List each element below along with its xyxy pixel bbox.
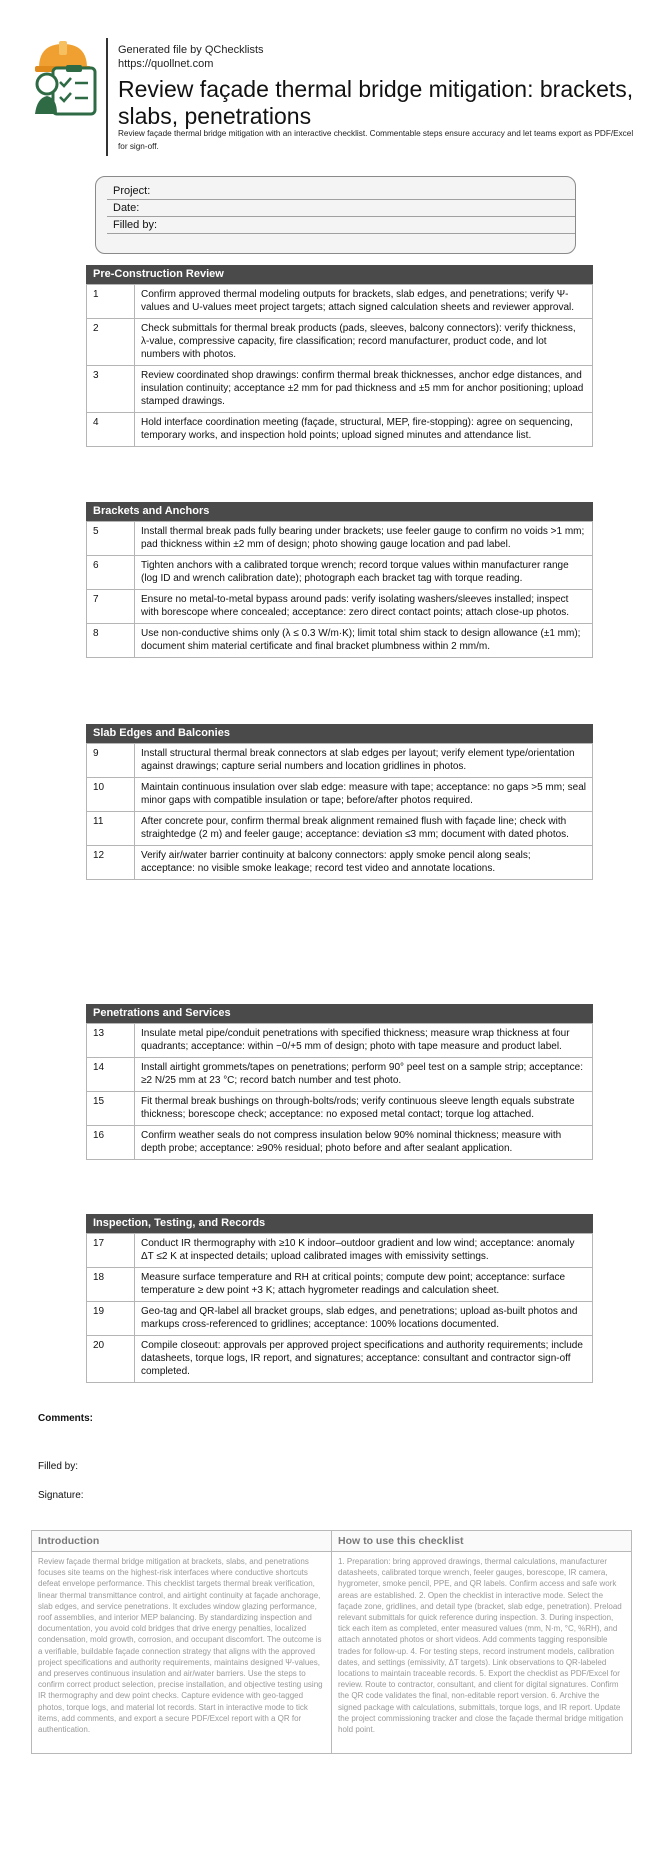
checklist-item[interactable] xyxy=(87,556,593,590)
date-label: Date: xyxy=(113,202,140,214)
section-title: Penetrations and Services xyxy=(86,1004,593,1023)
checklist-table xyxy=(86,521,593,658)
item-text: Compile closeout: approvals per approved project specifications and authority requirements; include datasheets, torque logs, IR report, and signatures; acceptance: consultant and contractor sign-off completed. xyxy=(135,1336,593,1383)
item-text: Review coordinated shop drawings: confirm thermal break thicknesses, anchor edge distances, and insulation continuity; acceptance ±2 mm for pad thickness and ±5 mm for anchor positioning; upload stamped drawings. xyxy=(135,366,593,413)
checklist-item[interactable] xyxy=(87,1268,593,1302)
item-text: Confirm weather seals do not compress insulation below 90% nominal thickness; measure with depth probe; acceptance: ≥90% residual; photo before and after sealant application. xyxy=(135,1126,593,1160)
item-number: 18 xyxy=(87,1268,135,1302)
header-divider xyxy=(106,38,108,156)
section-pre-construction-review xyxy=(86,265,593,447)
checklist-item[interactable] xyxy=(87,1302,593,1336)
checklist-item[interactable] xyxy=(87,1058,593,1092)
item-number: 12 xyxy=(87,846,135,880)
item-text: Insulate metal pipe/conduit penetrations with specified thickness; measure wrap thickness at four quadrants; acceptance: within −0/+5 mm of design; photo with tape measure and product label. xyxy=(135,1024,593,1058)
checklist-item[interactable] xyxy=(87,1092,593,1126)
page-subtitle: Review façade thermal bridge mitigation with an interactive checklist. Commentable steps ensure accuracy and let teams export as PDF/Excel for sign-off. xyxy=(118,129,634,151)
item-text: Install airtight grommets/tapes on penetrations; perform 90° peel test on a sample strip; acceptance: ≥2 N/25 mm at 23 °C; record batch number and test photo. xyxy=(135,1058,593,1092)
item-text: After concrete pour, confirm thermal break alignment remained flush with façade line; check with straightedge (2 m) and feeler gauge; acceptance: deviation ≤3 mm; document with dated photos. xyxy=(135,812,593,846)
checklist-item[interactable] xyxy=(87,285,593,319)
checklist-item[interactable] xyxy=(87,846,593,880)
checklist-item[interactable] xyxy=(87,812,593,846)
item-text: Tighten anchors with a calibrated torque wrench; record torque values within manufacturer range (log ID and wrench calibration date); photograph each bracket tag with torque reading. xyxy=(135,556,593,590)
how-to-panel xyxy=(331,1531,631,1753)
project-label: Project: xyxy=(113,185,151,197)
info-panels xyxy=(31,1530,632,1754)
source-url-link[interactable]: https://quollnet.com xyxy=(118,58,214,70)
item-number: 7 xyxy=(87,590,135,624)
item-number: 16 xyxy=(87,1126,135,1160)
item-text: Install structural thermal break connectors at slab edges per layout; verify element type/orientation against drawings; capture serial numbers and location gridlines in photos. xyxy=(135,744,593,778)
item-number: 3 xyxy=(87,366,135,413)
section-slab-edges-and-balconies xyxy=(86,724,593,880)
checklist-item[interactable] xyxy=(87,590,593,624)
item-text: Measure surface temperature and RH at critical points; compute dew point; acceptance: surface temperature ≥ dew point +3 K; attach hygrometer readings and calculation sheet. xyxy=(135,1268,593,1302)
checklist-item[interactable] xyxy=(87,1024,593,1058)
item-number: 10 xyxy=(87,778,135,812)
date-field[interactable] xyxy=(107,200,575,217)
item-text: Check submittals for thermal break products (pads, sleeves, balcony connectors): verify thickness, λ-value, compressive capacity, fire classification; record manufacturer, product code, and lot numbers with photos. xyxy=(135,319,593,366)
item-text: Use non-conductive shims only (λ ≤ 0.3 W/m·K); limit total shim stack to design allowance (±1 mm); document shim material certificate and final bracket plumbness within 2 mm/m. xyxy=(135,624,593,658)
section-title: Brackets and Anchors xyxy=(86,502,593,521)
item-number: 13 xyxy=(87,1024,135,1058)
generated-by-block xyxy=(118,43,264,71)
checklist-table xyxy=(86,743,593,880)
section-title: Slab Edges and Balconies xyxy=(86,724,593,743)
item-text: Ensure no metal-to-metal bypass around pads: verify isolating washers/sleeves installed; inspect with borescope where concealed; acceptance: zero direct contact points; attach close-up photos. xyxy=(135,590,593,624)
item-text: Geo-tag and QR-label all bracket groups, slab edges, and penetrations; upload as-built photos and markups cross-referenced to gridlines; acceptance: 100% locations documented. xyxy=(135,1302,593,1336)
item-text: Fit thermal break bushings on through-bolts/rods; verify continuous sleeve length equals substrate thickness; borescope check; acceptance: no exposed metal contact; torque log attached. xyxy=(135,1092,593,1126)
filled-by-label: Filled by: xyxy=(113,219,158,231)
section-penetrations-and-services xyxy=(86,1004,593,1160)
generated-by-text: Generated file by QChecklists xyxy=(118,44,264,56)
item-text: Verify air/water barrier continuity at balcony connectors: apply smoke pencil along seals; acceptance: no visible smoke leakage; record test video and annotate locations. xyxy=(135,846,593,880)
introduction-title: Introduction xyxy=(32,1531,331,1552)
item-text: Maintain continuous insulation over slab edge: measure with tape; acceptance: no gaps >5 mm; seal minor gaps with compatible insulation or tape; before/after photos required. xyxy=(135,778,593,812)
item-number: 2 xyxy=(87,319,135,366)
checklist-item[interactable] xyxy=(87,1234,593,1268)
item-text: Hold interface coordination meeting (façade, structural, MEP, fire-stopping): agree on sequencing, temporary works, and inspection hold points; upload signed minutes and attendance list. xyxy=(135,413,593,447)
item-number: 17 xyxy=(87,1234,135,1268)
item-number: 20 xyxy=(87,1336,135,1383)
checklist-item[interactable] xyxy=(87,778,593,812)
checklist-table xyxy=(86,1023,593,1160)
page-title: Review façade thermal bridge mitigation: brackets, slabs, penetrations xyxy=(118,76,634,129)
project-info-box xyxy=(95,176,576,254)
filled-by-field[interactable] xyxy=(107,217,575,234)
checklist-item[interactable] xyxy=(87,522,593,556)
section-title: Inspection, Testing, and Records xyxy=(86,1214,593,1233)
how-to-text: 1. Preparation: bring approved drawings, thermal calculations, manufacturer datasheets, calibrated torque wrench, feeler gauges, borescope, IR camera, hygrometer, smoke pencil, PPE, and QR labels. Confirm access and safe work areas are established. 2. Open the checklist in interactive mode. Select the façade zone, gridlines, and detail type (bracket, slab edge, penetration). Preload relevant submittals for quick reference during inspection. 3. During inspection, tick each item as completed, enter measured values (mm, N·m, °C, %RH), and attach annotated photos or short videos. Add comments tagging responsible trades for follow-up. 4. For testing steps, record instrument models, calibration dates, and settings (emissivity, ΔT targets). Link observations to QR-labeled locations to maintain traceable records. 5. Export the checklist as PDF/Excel for review. Route to contractor, consultant, and client for digital signatures. Confirm the QR code validates the final, non-editable report version. 6. Archive the signed package with calculations, submittals, torque logs, and IR report. Update the project commissioning tracker and close the façade thermal bridge mitigation hold point. xyxy=(338,1557,624,1735)
section-title: Pre-Construction Review xyxy=(86,265,593,284)
checklist-item[interactable] xyxy=(87,319,593,366)
checklist-item[interactable] xyxy=(87,624,593,658)
item-number: 15 xyxy=(87,1092,135,1126)
project-field[interactable] xyxy=(107,183,575,200)
introduction-text: Review façade thermal bridge mitigation at brackets, slabs, and penetrations focuses site teams on the highest-risk interfaces where conductive shortcuts defeat envelope performance. This checklist targets thermal break verification, linear thermal transmittance control, and airtight continuity at façade anchorage, slab edges, and service penetrations. It excludes window glazing performance, roof assemblies, and interior MEP balancing. By standardizing inspection and documentation, you avoid cold bridges that drive energy penalties, localized condensation, mold growth, corrosion, and occupant discomfort. The outcome is a verifiable, buildable façade connection strategy that aligns with the approved project specifications and authority requirements, maintains designed Ψ-values, and preserves continuous insulation and air/water barriers. Use the steps to confirm correct product selection, precise installation, and objective testing using IR thermography and dew point checks. Capture evidence with geo-tagged photos, torque logs, and material lot records. Start in interactive mode to tick items, add comments, and export a secure PDF/Excel report with a QR for authentication. xyxy=(38,1557,323,1735)
comments-label: Comments: xyxy=(38,1413,94,1424)
item-number: 1 xyxy=(87,285,135,319)
item-number: 5 xyxy=(87,522,135,556)
item-number: 14 xyxy=(87,1058,135,1092)
item-text: Conduct IR thermography with ≥10 K indoor–outdoor gradient and low wind; acceptance: anomaly ΔT ≤2 K at inspected details; upload calibrated images with emissivity settings. xyxy=(135,1234,593,1268)
how-to-title: How to use this checklist xyxy=(332,1531,631,1552)
item-number: 8 xyxy=(87,624,135,658)
checklist-table xyxy=(86,284,593,447)
footer-filled-by-label: Filled by: xyxy=(38,1461,79,1472)
checklist-table xyxy=(86,1233,593,1383)
item-text: Confirm approved thermal modeling outputs for brackets, slab edges, and penetrations; verify Ψ-values and U-values meet project targets; attach signed calculation sheets and reviewer approval. xyxy=(135,285,593,319)
item-number: 11 xyxy=(87,812,135,846)
section-brackets-and-anchors xyxy=(86,502,593,658)
introduction-panel xyxy=(32,1531,331,1753)
item-number: 4 xyxy=(87,413,135,447)
item-number: 9 xyxy=(87,744,135,778)
qchecklists-logo xyxy=(33,38,103,118)
checklist-item[interactable] xyxy=(87,1336,593,1383)
checklist-item[interactable] xyxy=(87,366,593,413)
section-inspection-testing-records xyxy=(86,1214,593,1383)
checklist-item[interactable] xyxy=(87,1126,593,1160)
checklist-item[interactable] xyxy=(87,413,593,447)
signature-label: Signature: xyxy=(38,1490,84,1501)
item-text: Install thermal break pads fully bearing under brackets; use feeler gauge to confirm no voids >1 mm; pad thickness within ±2 mm of design; photo showing gauge location and pad label. xyxy=(135,522,593,556)
logo-icon xyxy=(33,38,103,118)
item-number: 19 xyxy=(87,1302,135,1336)
item-number: 6 xyxy=(87,556,135,590)
checklist-item[interactable] xyxy=(87,744,593,778)
